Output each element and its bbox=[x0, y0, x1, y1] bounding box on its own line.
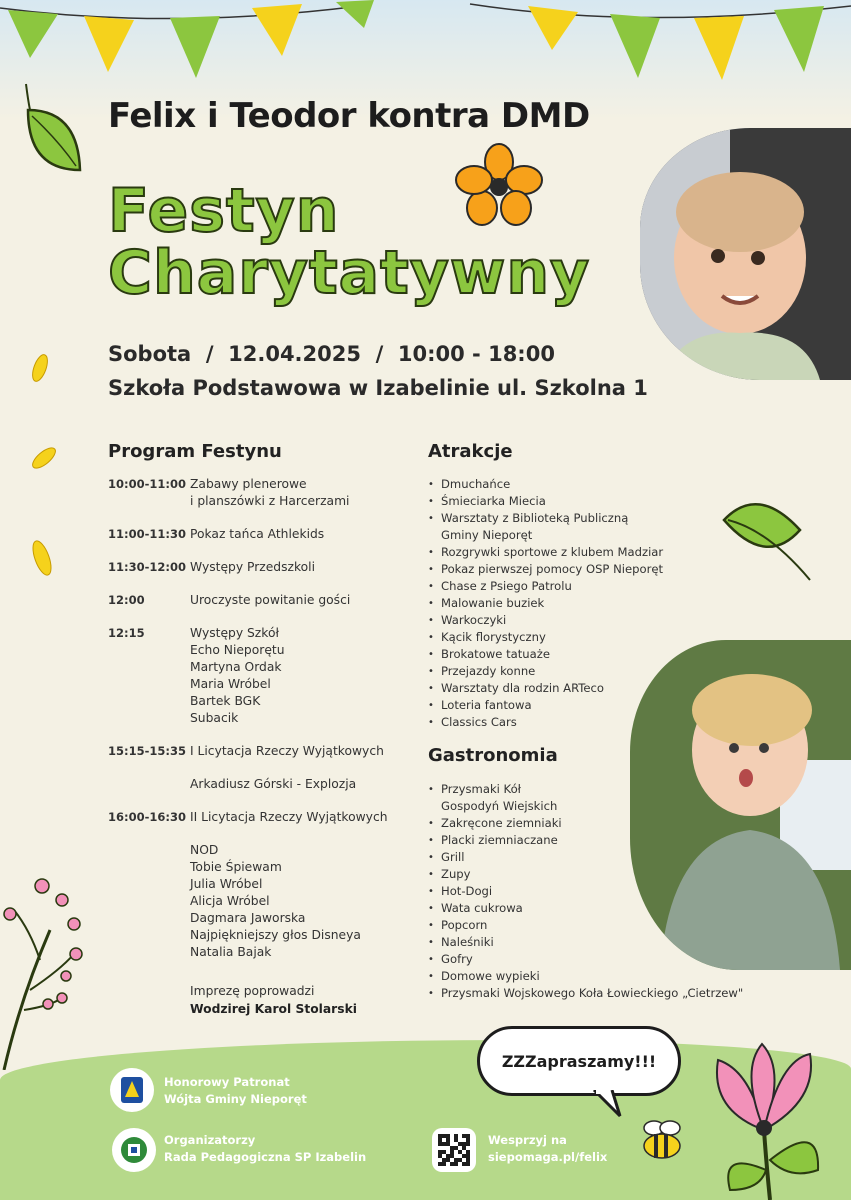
program-time: 11:00-11:30 bbox=[108, 527, 186, 541]
qr-code-icon[interactable] bbox=[432, 1128, 476, 1172]
gastronomy-item bbox=[428, 985, 743, 1002]
program-description bbox=[190, 625, 418, 727]
pink-flower-icon bbox=[700, 1040, 850, 1200]
program-line: I Licytacja Rzeczy Wyjątkowych bbox=[190, 744, 384, 758]
gastronomy-item bbox=[428, 866, 743, 883]
attractions-item bbox=[428, 476, 663, 493]
program-line: Uroczyste powitanie gości bbox=[190, 593, 351, 607]
gastronomy-item-line: • Domowe wypieki bbox=[441, 969, 540, 983]
program-description bbox=[190, 809, 418, 826]
attractions-item-line: • Śmieciarka Miecia bbox=[441, 494, 546, 508]
gastronomy-item-line: • Popcorn bbox=[441, 918, 488, 932]
gastronomy-item-line: • Wata cukrowa bbox=[441, 901, 523, 915]
gastronomy-item-line: • Przysmaki Kół bbox=[441, 782, 521, 796]
attractions-item-line: • Dmuchańce bbox=[441, 477, 511, 491]
gastronomy-item-line: • Przysmaki Wojskowego Koła Łowieckiego „Cietrzew" bbox=[441, 986, 744, 1000]
program-row bbox=[108, 776, 418, 793]
host-name: Wodzirej Karol Stolarski bbox=[190, 1002, 357, 1016]
gastronomy-item-line: • Zakręcone ziemniaki bbox=[441, 816, 562, 830]
program-line: II Licytacja Rzeczy Wyjątkowych bbox=[190, 810, 388, 824]
program-line: Pokaz tańca Athlekids bbox=[190, 527, 325, 541]
program-time: 10:00-11:00 bbox=[108, 477, 186, 491]
patronage-line1: Honorowy Patronat bbox=[164, 1075, 290, 1089]
program-line: Występy Szkół bbox=[190, 626, 279, 640]
page-title: Felix i Teodor kontra DMD bbox=[108, 96, 590, 136]
event-title-line2: Charytatywny bbox=[108, 238, 591, 308]
attractions-item bbox=[428, 663, 663, 680]
attractions-item-line: • Brokatowe tatuaże bbox=[441, 647, 550, 661]
program-row bbox=[108, 526, 418, 543]
invitation-bubble bbox=[477, 1026, 681, 1096]
program-line: Martyna Ordak bbox=[190, 660, 282, 674]
gastronomy-item bbox=[428, 951, 743, 968]
program-line: Subacik bbox=[190, 711, 239, 725]
program-description bbox=[190, 776, 418, 793]
gastronomy-item bbox=[428, 934, 743, 951]
gastronomy-heading: Gastronomia bbox=[428, 745, 558, 766]
program-row bbox=[108, 743, 418, 760]
attractions-item bbox=[428, 612, 663, 629]
school-logo-icon bbox=[112, 1128, 156, 1172]
program-time: 16:00-16:30 bbox=[108, 810, 186, 824]
attractions-item-line: Gminy Nieporęt bbox=[441, 528, 533, 542]
gastronomy-item bbox=[428, 883, 743, 900]
attractions-item bbox=[428, 510, 663, 544]
attractions-item-line: • Przejazdy konne bbox=[441, 664, 536, 678]
program-line: Arkadiusz Górski - Explozja bbox=[190, 777, 357, 791]
falling-leaves bbox=[28, 350, 58, 590]
event-date: Sobota / 12.04.2025 / 10:00 - 18:00 bbox=[108, 342, 555, 366]
patronage-line2: Wójta Gminy Nieporęt bbox=[164, 1092, 307, 1106]
gastronomy-item bbox=[428, 917, 743, 934]
event-venue: Szkoła Podstawowa w Izabelinie ul. Szkolna 1 bbox=[108, 376, 648, 400]
gastronomy-item-line: • Hot-Dogi bbox=[441, 884, 493, 898]
program-description bbox=[190, 476, 418, 510]
program-row bbox=[108, 842, 418, 961]
host-label: Imprezę poprowadzi bbox=[190, 984, 315, 998]
program-description bbox=[190, 559, 418, 576]
program-description bbox=[190, 842, 418, 961]
bunting-flags bbox=[0, 0, 851, 90]
program-line: Maria Wróbel bbox=[190, 677, 271, 691]
program-list bbox=[108, 476, 418, 961]
attractions-item bbox=[428, 680, 663, 697]
gastronomy-list bbox=[428, 781, 743, 1002]
gastronomy-item bbox=[428, 900, 743, 917]
gastronomy-item bbox=[428, 832, 743, 849]
bee-icon bbox=[632, 1116, 692, 1166]
attractions-item bbox=[428, 629, 663, 646]
leaf-icon bbox=[18, 80, 88, 190]
organizers-line1: Organizatorzy bbox=[164, 1133, 256, 1147]
attractions-item-line: • Warsztaty dla rodzin ARTeco bbox=[441, 681, 604, 695]
gastronomy-item-line: • Placki ziemniaczane bbox=[441, 833, 558, 847]
attractions-item-line: • Classics Cars bbox=[441, 715, 517, 729]
baby-photo-illustration bbox=[640, 128, 851, 380]
bubble-tail bbox=[590, 1090, 630, 1120]
program-line: Natalia Bajak bbox=[190, 945, 272, 959]
attractions-item-line: • Kącik florystyczny bbox=[441, 630, 546, 644]
attractions-item-line: • Chase z Psiego Patrolu bbox=[441, 579, 572, 593]
attractions-item bbox=[428, 595, 663, 612]
photo-felix bbox=[640, 128, 851, 380]
program-row bbox=[108, 625, 418, 727]
branch-icon bbox=[0, 870, 90, 1070]
program-line: Występy Przedszkoli bbox=[190, 560, 315, 574]
attractions-item-line: • Pokaz pierwszej pomocy OSP Nieporęt bbox=[441, 562, 664, 576]
support-line1: Wesprzyj na bbox=[488, 1133, 567, 1147]
program-line: Echo Nieporętu bbox=[190, 643, 285, 657]
program-line: Tobie Śpiewam bbox=[190, 860, 282, 874]
coat-of-arms-icon bbox=[110, 1068, 154, 1112]
program-description bbox=[190, 743, 418, 760]
attractions-item bbox=[428, 697, 663, 714]
attractions-item-line: • Warsztaty z Biblioteką Publiczną bbox=[441, 511, 629, 525]
program-heading: Program Festynu bbox=[108, 441, 282, 462]
program-time: 15:15-15:35 bbox=[108, 744, 186, 758]
program-time bbox=[108, 776, 190, 793]
flower-icon bbox=[454, 142, 544, 232]
gastronomy-item-line: • Grill bbox=[441, 850, 465, 864]
attractions-item-line: • Rozgrywki sportowe z klubem Madziar bbox=[441, 545, 664, 559]
program-row bbox=[108, 559, 418, 576]
gastronomy-item bbox=[428, 849, 743, 866]
program-description bbox=[190, 592, 418, 609]
attractions-item bbox=[428, 646, 663, 663]
program-time: 11:30-12:00 bbox=[108, 560, 186, 574]
program-description bbox=[190, 526, 418, 543]
program-row bbox=[108, 476, 418, 510]
gastronomy-item-line: • Naleśniki bbox=[441, 935, 494, 949]
program-time: 12:15 bbox=[108, 626, 145, 640]
program-line: Dagmara Jaworska bbox=[190, 911, 306, 925]
gastronomy-item-line: • Gofry bbox=[441, 952, 473, 966]
program-row bbox=[108, 592, 418, 609]
program-line: Najpiękniejszy głos Disneya bbox=[190, 928, 361, 942]
organizers-line2: Rada Pedagogiczna SP Izabelin bbox=[164, 1150, 367, 1164]
program-line: Zabawy plenerowe bbox=[190, 477, 307, 491]
program-line: Alicja Wróbel bbox=[190, 894, 270, 908]
gastronomy-item bbox=[428, 781, 743, 815]
invitation-text: ZZZapraszamy!!! bbox=[501, 1051, 657, 1071]
gastronomy-item bbox=[428, 968, 743, 985]
gastronomy-item-line: Gospodyń Wiejskich bbox=[441, 799, 558, 813]
attractions-item-line: • Loteria fantowa bbox=[441, 698, 532, 712]
attractions-list bbox=[428, 476, 663, 731]
program-time bbox=[108, 842, 190, 961]
gastronomy-item bbox=[428, 815, 743, 832]
program-time: 12:00 bbox=[108, 593, 145, 607]
attractions-item-line: • Malowanie buziek bbox=[441, 596, 545, 610]
attractions-item bbox=[428, 493, 663, 510]
attractions-item bbox=[428, 578, 663, 595]
attractions-heading: Atrakcje bbox=[428, 441, 513, 462]
event-title-line1: Festyn bbox=[108, 176, 340, 246]
program-row bbox=[108, 809, 418, 826]
gastronomy-item-line: • Zupy bbox=[441, 867, 471, 881]
attractions-item bbox=[428, 561, 663, 578]
attractions-item bbox=[428, 714, 663, 731]
program-line: NOD bbox=[190, 843, 219, 857]
program-line: Julia Wróbel bbox=[190, 877, 263, 891]
program-line: i planszówki z Harcerzami bbox=[190, 494, 350, 508]
attractions-item-line: • Warkoczyki bbox=[441, 613, 507, 627]
program-line: Bartek BGK bbox=[190, 694, 261, 708]
support-link[interactable]: siepomaga.pl/felix bbox=[488, 1150, 608, 1164]
leaf-icon bbox=[718, 490, 818, 585]
attractions-item bbox=[428, 544, 663, 561]
